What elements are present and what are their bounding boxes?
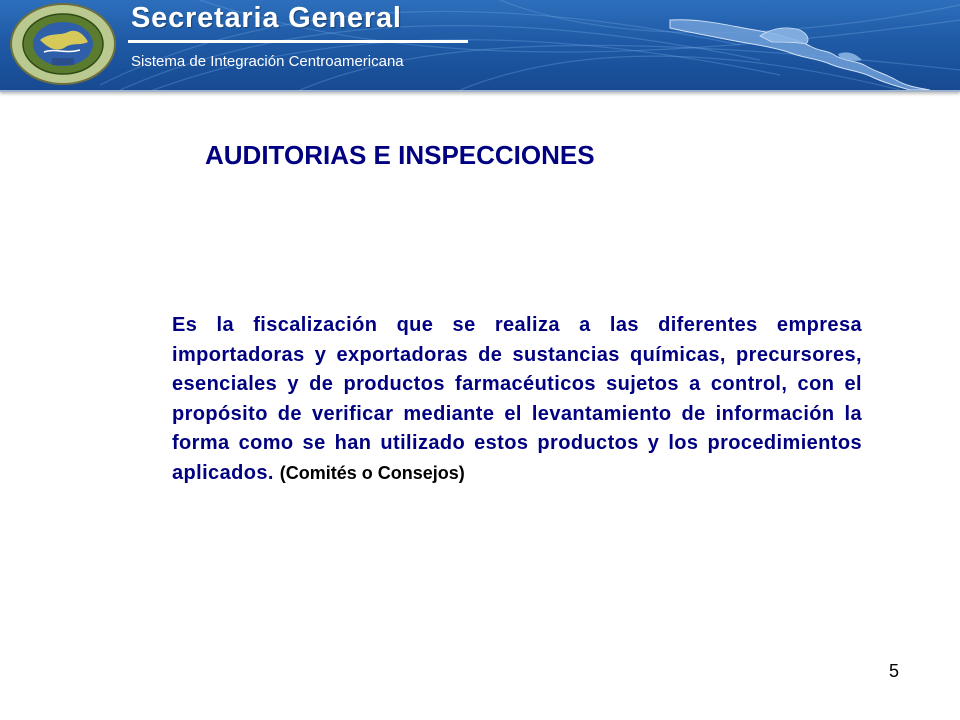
- slide-body: [172, 311, 862, 488]
- header-divider: [128, 40, 468, 43]
- slide-heading: AUDITORIAS E INSPECCIONES: [205, 140, 595, 170]
- body-paragraph: Es la fiscalización que se realiza a las diferentes empresa importadoras y exportadoras de sustancias químicas, precursores, esenciales y de productos farmacéuticos sujetos a control, con el propósito de verificar mediante el levantamiento de información la forma como se han utilizado estos productos y los procedimientos aplicados.: [172, 314, 862, 484]
- body-note: (Comités o Consejos): [279, 462, 465, 483]
- sica-seal-icon: [8, 2, 118, 86]
- header-banner: [0, 0, 960, 92]
- header-subtitle: Sistema de Integración Centroamericana: [131, 53, 404, 70]
- header-title: Secretaria General: [131, 2, 402, 34]
- central-america-map-icon: [660, 0, 960, 90]
- page-number: 5: [889, 661, 900, 681]
